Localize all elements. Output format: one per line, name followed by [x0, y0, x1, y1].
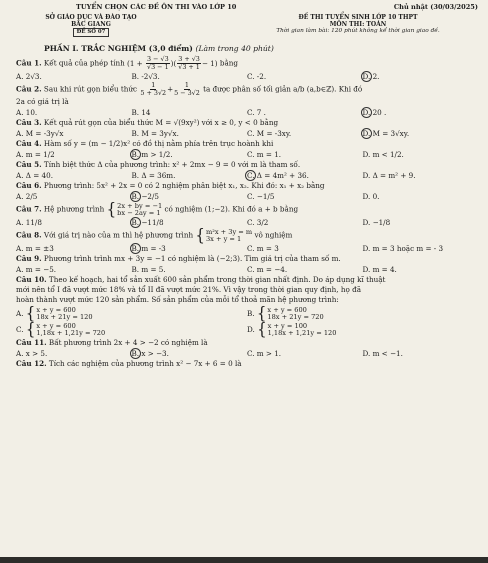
page-bottom-edge [0, 557, 488, 563]
option-d[interactable]: D. 0. [362, 192, 380, 201]
author-date: Chủ nhật (30/03/2025) [393, 3, 478, 11]
exam-name: ĐỀ THI TUYỂN SINH LỚP 10 THPT [298, 14, 418, 21]
option-b[interactable]: B. { x + y = 600 18x + 21y = 720 [247, 303, 324, 323]
option-a[interactable]: A. { x + y = 600 18x + 21y = 120 [16, 303, 93, 323]
option-a[interactable]: A. m = ±3 [16, 244, 54, 253]
option-c[interactable]: C. 3/2 [247, 218, 269, 227]
option-d[interactable]: D. M = 3√xy. [362, 129, 410, 138]
q11-options [16, 348, 478, 359]
question-6: Câu 6. Phương trình: 5x² + 2x = 0 có 2 nghiệm phân biệt x₁, x₂. Khi đó: x₁ + x₂ bằng [16, 181, 325, 190]
answer-circle-mark [130, 149, 141, 160]
option-c[interactable]: C. Δ = 4m² + 36. [247, 171, 309, 180]
option-b[interactable]: B. 14 [131, 108, 151, 117]
answer-circle-mark [361, 71, 372, 82]
section-title: PHẦN I. TRẮC NGHIỆM (3,0 điểm) (Làm trong 40 phút) [44, 44, 274, 53]
exam-time: Thời gian làm bài: 120 phút không kể thời gian giao đề. [276, 28, 440, 34]
option-a[interactable]: A. 11/8 [16, 218, 42, 227]
option-a[interactable]: A. m = 1/2 [16, 150, 55, 159]
option-b[interactable]: B. -2√3. [131, 72, 160, 81]
option-a[interactable]: A. 10. [16, 108, 38, 117]
exam-subject: MÔN THI: TOÁN [329, 21, 387, 28]
option-a[interactable]: A. Δ = 40. [16, 171, 53, 180]
question-10-line2: mới nên tổ I đã vượt mức 18% và tổ II đã vượt mức 21%. Vì vậy trong thời gian quy định, họ đã [16, 285, 362, 294]
q6-options [16, 191, 478, 202]
question-3: Câu 3. Kết quả rút gọn của biểu thức M = √(9xy²) với x ≥ 0, y < 0 bằng [16, 118, 279, 127]
option-a[interactable]: A. m = −5. [16, 265, 57, 274]
option-b[interactable]: B. Δ = 36m. [131, 171, 176, 180]
option-b[interactable]: B. M = 3y√x. [131, 129, 179, 138]
answer-circle-mark [361, 128, 372, 139]
question-5: Câu 5. Tính biệt thức Δ của phương trình: x² + 2mx − 9 = 0 với m là tham số. [16, 160, 301, 169]
q2-options [16, 107, 478, 118]
option-a[interactable]: A. M = -3y√x [16, 129, 64, 138]
option-d[interactable]: D. 2. [362, 72, 380, 81]
option-c[interactable]: C. m = −4. [247, 265, 288, 274]
question-2-line2: 2a có giá trị là [16, 97, 69, 106]
option-d[interactable]: D. 20 . [362, 108, 387, 117]
exam-code: ĐỀ SỐ 07 [73, 28, 110, 37]
q7-options [16, 217, 478, 228]
q3-options [16, 128, 478, 139]
option-b[interactable]: B. m = 5. [131, 265, 166, 274]
option-c[interactable]: C. M = -3xy. [247, 129, 292, 138]
option-b[interactable]: B. m > 1/2. [131, 150, 173, 159]
answer-circle-mark [130, 217, 141, 228]
option-a[interactable]: A. x > 5. [16, 349, 48, 358]
equation-system: { 2x + by = −1 bx − 2ay = 1 [106, 199, 163, 219]
question-2: Câu 2. Sau khi rút gọn biểu thức $\frac{1}{5 + 3√2}$ + $\frac{1}{5 - 3√2}$ ta được phân số tối giản a/b (a,b∈ℤ). Khi đó [16, 81, 363, 97]
option-b[interactable]: B. −11/8 [131, 218, 164, 227]
department: SỞ GIÁO DỤC VÀ ĐÀO TẠO [45, 14, 137, 21]
question-10: Câu 10. Theo kế hoạch, hai tổ sản xuất 600 sản phẩm trong thời gian nhất định. Do áp dụng kĩ thuật [16, 275, 386, 284]
option-c[interactable]: C. m = 1. [247, 150, 282, 159]
option-c[interactable]: C. m = 3 [247, 244, 279, 253]
q10-options-row2 [16, 319, 478, 339]
option-d[interactable]: D. Δ = m² + 9. [362, 171, 416, 180]
option-a[interactable]: A. 2√3. [16, 72, 42, 81]
option-b[interactable]: B. −2/5 [131, 192, 159, 201]
answer-circle-mark [130, 348, 141, 359]
issuer-block [16, 14, 166, 37]
answer-circle-mark [361, 107, 372, 118]
option-c[interactable]: C. −1/5 [247, 192, 275, 201]
question-9: Câu 9. Phương trình trình mx + 3y = −1 có nghiệm là (−2;3). Tìm giá trị của tham số m. [16, 254, 341, 263]
series-title: TUYỂN CHỌN CÁC ĐỀ ÔN THI VÀO LỚP 10 [76, 3, 237, 11]
option-c[interactable]: C. 7 . [247, 108, 266, 117]
answer-circle-mark [245, 170, 256, 181]
option-b[interactable]: B. x > −3. [131, 349, 169, 358]
question-7: Câu 7. Hệ phương trình { 2x + by = −1 bx − 2ay = 1 có nghiệm (1;−2). Khi đó a + b bằng [16, 199, 299, 219]
exam-header [16, 14, 478, 37]
option-c[interactable]: C. -2. [247, 72, 267, 81]
option-a[interactable]: A. 2/5 [16, 192, 38, 201]
question-12: Câu 12. Tích các nghiệm của phương trình x² − 7x + 6 = 0 là [16, 359, 242, 368]
q4-options [16, 149, 478, 160]
q5-options [16, 170, 478, 181]
exam-info [238, 14, 478, 37]
question-10-line3: hoàn thành vượt mức 120 sản phẩm. Số sản phẩm của mỗi tổ thoả mãn hệ phương trình: [16, 295, 339, 304]
option-d[interactable]: D. m = 4. [362, 265, 397, 274]
option-d[interactable]: D. m = 3 hoặc m = - 3 [362, 244, 444, 253]
q9-options [16, 264, 478, 275]
option-c[interactable]: C. m > 1. [247, 349, 282, 358]
option-d[interactable]: D. −1/8 [362, 218, 391, 227]
option-d[interactable]: D. m < −1. [362, 349, 403, 358]
answer-circle-mark [130, 243, 141, 254]
option-d[interactable]: D. { x + y = 100 1,18x + 1,21y = 120 [247, 319, 337, 339]
question-11: Câu 11. Bất phương trình 2x + 4 > −2 có nghiệm là [16, 338, 208, 347]
option-c[interactable]: C. { x + y = 600 1,18x + 1,21y = 720 [16, 319, 106, 339]
top-bar [16, 3, 478, 11]
q10-options-row1 [16, 303, 478, 323]
question-8: Câu 8. Với giá trị nào của m thì hệ phương trình { m²x + 3y = m 3x + y = 1 vô nghiệm [16, 225, 293, 245]
option-d[interactable]: D. m < 1/2. [362, 150, 404, 159]
option-b[interactable]: B. m = -3 [131, 244, 166, 253]
question-1: Câu 1. Kết quả của phép tính (1 + $\frac{3 - √3}{√3 - 1}$ )( $\frac{3 + √3}{√3 + 1}$ − 1) bằng [16, 55, 238, 71]
question-4: Câu 4. Hàm số y = (m − 1/2)x² có đồ thị nằm phía trên trục hoành khi [16, 139, 274, 148]
q1-expression: (1 + $\frac{3 - √3}{√3 - 1}$ )( $\frac{3 + √3}{√3 + 1}$ − 1) [127, 55, 220, 71]
q8-options [16, 243, 478, 254]
equation-system: { m²x + 3y = m 3x + y = 1 [195, 225, 253, 245]
province: BẮC GIANG [71, 21, 111, 28]
answer-circle-mark [130, 191, 141, 202]
q1-options [16, 71, 478, 82]
